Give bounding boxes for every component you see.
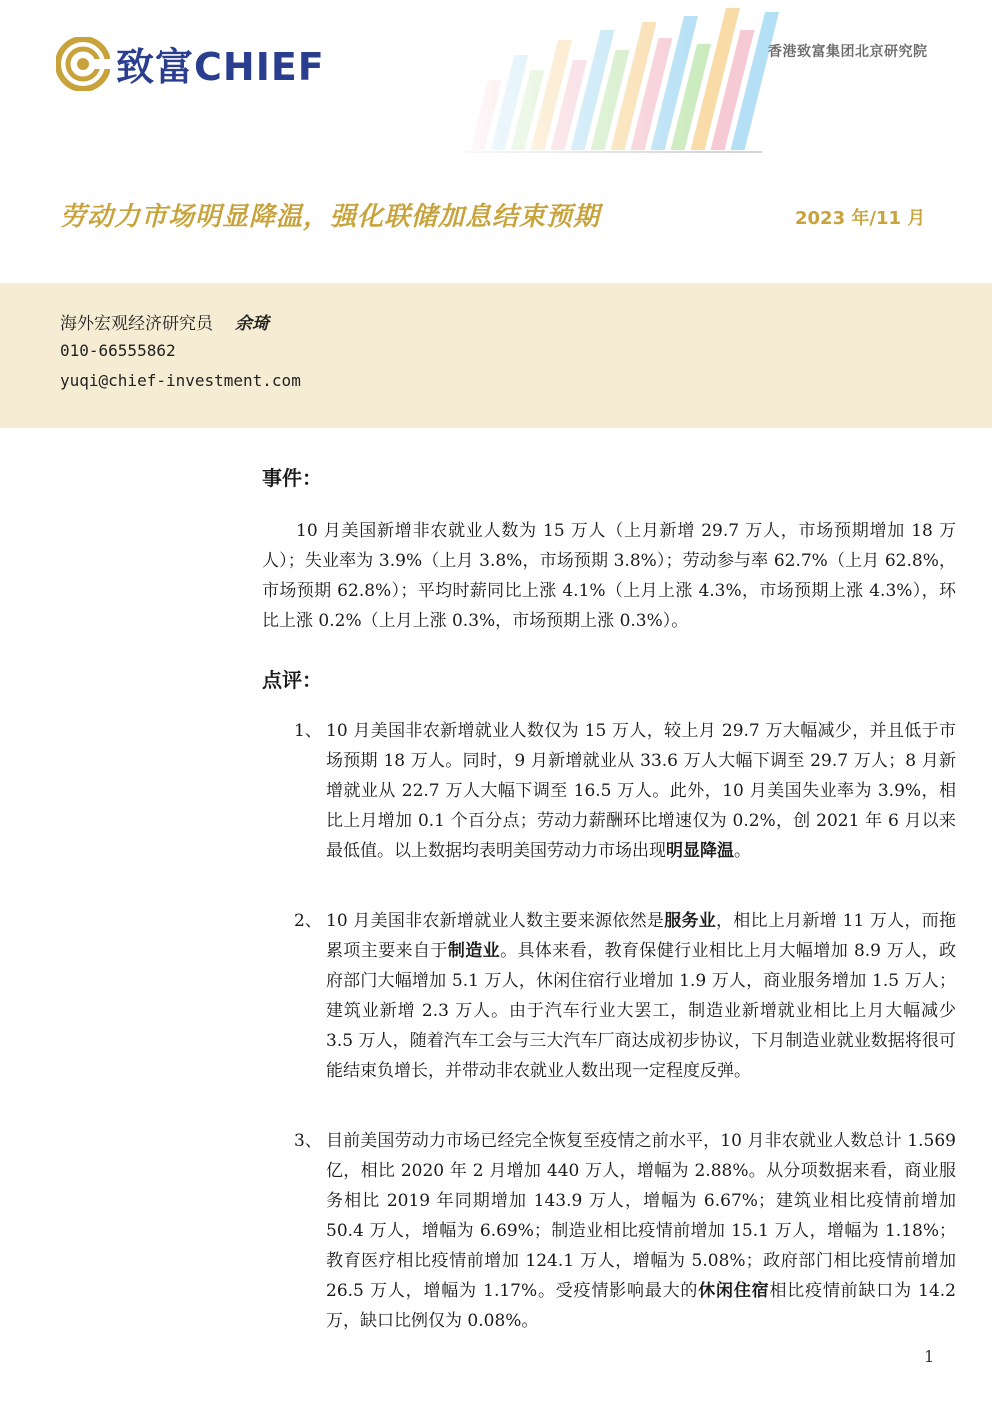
author-info-band — [0, 283, 992, 428]
review-item-3 — [294, 1126, 956, 1336]
decorative-bar-chart-image — [430, 0, 990, 190]
item-text: 10 月美国非农新增就业人数主要来源依然是服务业，相比上月新增 11 万人，而拖累项主要来自于制造业。具体来看，教育保健行业相比上月大幅增加 8.9 万人，政府部门大幅增加 5.1 万人，休闲住宿行业增加 1.9 万人，商业服务增加 1.5 万人；建筑业新增 2.3 万人。由于汽车行业大罢工，制造业新增就业相比上月大幅减少 3.5 万人，随着汽车工会与三大汽车厂商达成初步协议，下月制造业就业数据将很可能结束负增长，并带动非农就业人数出现一定程度反弹。 — [326, 911, 957, 1081]
event-heading: 事件： — [262, 466, 322, 490]
item-number: 3、 — [294, 1131, 322, 1151]
review-heading: 点评： — [262, 668, 322, 692]
item-number: 2、 — [294, 911, 322, 931]
emphasis-text: 休闲住宿 — [698, 1281, 770, 1301]
page-number: 1 — [924, 1347, 935, 1366]
report-title: 劳动力市场明显降温，强化联储加息结束预期 — [60, 202, 601, 232]
logo-text: 致富CHIEF — [116, 45, 325, 89]
author-name: 余琦 — [235, 314, 269, 334]
author-role: 海外宏观经济研究员 — [60, 314, 213, 334]
item-text: 目前美国劳动力市场已经完全恢复至疫情之前水平，10 月非农就业人数总计 1.569 亿，相比 2020 年 2 月增加 440 万人，增幅为 2.88%。从分项数据来看，商业服务相比 2019 年同期增加 143.9 万人，增幅为 6.67%；建筑业相比疫情前增加 50.4 万人，增幅为 6.69%；制造业相比疫情前增加 15.1 万人，增幅为 1.18%；教育医疗相比疫情前增加 124.1 万人，增幅为 5.08%；政府部门相比疫情前增加 26.5 万人，增幅为 1.17%。受疫情影响最大的休闲住宿相比疫情前缺口为 14.2 万，缺口比例仅为 0.08%。 — [326, 1131, 956, 1331]
review-item-1 — [294, 716, 956, 866]
review-item-2 — [294, 906, 956, 1086]
emphasis-text: 制造业 — [447, 941, 501, 961]
organization-name: 香港致富集团北京研究院 — [768, 44, 928, 60]
item-text: 10 月美国非农新增就业人数仅为 15 万人，较上月 29.7 万大幅减少，并且低于市场预期 18 万人。同时，9 月新增就业从 33.6 万人大幅下调至 29.7 万人；8 月新增就业从 22.7 万人大幅下调至 16.5 万人。此外，10 月美国失业率为 3.9%，相比上月增加 0.1 个百分点；劳动力薪酬环比增速仅为 0.2%，创 2021 年 6 月以来最低值。以上数据均表明美国劳动力市场出现明显降温。 — [326, 721, 956, 861]
report-date: 2023 年/11 月 — [795, 208, 926, 229]
author-phone: 010-66555862 — [60, 341, 176, 360]
author-email[interactable]: yuqi@chief-investment.com — [60, 371, 301, 390]
emphasis-text: 服务业 — [664, 911, 717, 931]
company-logo — [56, 36, 325, 91]
emphasis-text: 明显降温 — [666, 841, 734, 861]
report-header — [0, 0, 992, 283]
chief-logo-icon — [56, 37, 110, 91]
author-role-line — [60, 309, 269, 334]
item-number: 1、 — [294, 721, 322, 741]
event-paragraph: 10 月美国新增非农就业人数为 15 万人（上月新增 29.7 万人，市场预期增加 18 万人）；失业率为 3.9%（上月 3.8%，市场预期 3.8%）；劳动参与率 62.7%（上月 62.8%，市场预期 62.8%）；平均时薪同比上涨 4.1%（上月上涨 4.3%，市场预期上涨 4.3%），环比上涨 0.2%（上月上涨 0.3%，市场预期上涨 0.3%）。 — [262, 521, 956, 631]
